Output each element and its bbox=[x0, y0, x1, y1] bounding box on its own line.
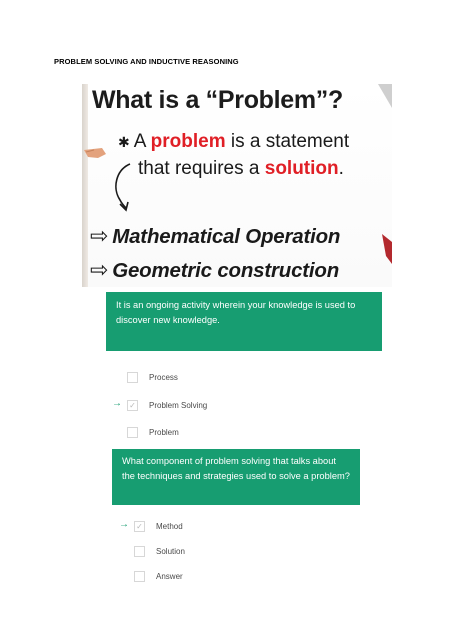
option-solution[interactable] bbox=[134, 543, 185, 559]
option-label: Solution bbox=[156, 546, 185, 556]
checkbox[interactable] bbox=[134, 571, 145, 582]
hollow-arrow-icon: ⇨ bbox=[90, 223, 109, 248]
hollow-arrow-icon: ⇨ bbox=[90, 257, 109, 282]
corner-decoration-icon bbox=[378, 84, 392, 108]
question-card-2: What component of problem solving that talks about the techniques and strategies used to solve a problem? bbox=[112, 449, 360, 505]
checkbox[interactable] bbox=[134, 546, 145, 557]
solution-emphasis: solution bbox=[264, 158, 339, 179]
option-method[interactable] bbox=[134, 518, 183, 534]
option-problem-solving[interactable] bbox=[127, 397, 207, 413]
question-card-1: It is an ongoing activity wherein your knowledge is used to discover new knowledge. bbox=[106, 292, 382, 351]
slide-definition-line-1 bbox=[118, 131, 349, 153]
slide-heading: What is a “Problem”? bbox=[92, 86, 343, 114]
checkbox-checked[interactable] bbox=[127, 400, 138, 411]
slide-definition-line-2 bbox=[138, 158, 344, 180]
check-icon: ✓ bbox=[129, 400, 136, 410]
pencil-decoration-icon bbox=[378, 234, 392, 264]
document-title: PROBLEM SOLVING AND INDUCTIVE REASONING bbox=[54, 57, 239, 66]
line1-prefix: A bbox=[133, 131, 151, 152]
option-label: Problem bbox=[149, 427, 179, 437]
selected-arrow-icon: → bbox=[119, 519, 129, 530]
curved-arrow-icon bbox=[112, 160, 136, 220]
checkbox-checked[interactable] bbox=[134, 521, 145, 532]
problem-emphasis: problem bbox=[150, 131, 226, 152]
checkbox[interactable] bbox=[127, 372, 138, 383]
slide-item-mathematical-operation bbox=[90, 223, 340, 249]
line2-prefix: that requires a bbox=[138, 158, 265, 179]
checkbox[interactable] bbox=[127, 427, 138, 438]
option-label: Answer bbox=[156, 571, 183, 581]
slide-edge-decoration bbox=[82, 84, 88, 287]
option-label: Problem Solving bbox=[149, 400, 208, 410]
asterisk-icon: ✱ bbox=[118, 134, 130, 150]
line2-suffix: . bbox=[338, 158, 344, 179]
option-label: Process bbox=[149, 372, 178, 382]
option-problem[interactable] bbox=[127, 424, 179, 440]
selected-arrow-icon: → bbox=[112, 398, 122, 409]
check-icon: ✓ bbox=[136, 521, 143, 531]
hand-decoration-icon bbox=[82, 140, 108, 164]
slide-image bbox=[82, 84, 392, 287]
option-label: Method bbox=[156, 521, 183, 531]
option-answer[interactable] bbox=[134, 568, 183, 584]
item2-text: Geometric construction bbox=[112, 259, 340, 282]
option-process[interactable] bbox=[127, 369, 178, 385]
item1-text: Mathematical Operation bbox=[112, 225, 341, 248]
line1-suffix: is a statement bbox=[225, 131, 350, 152]
slide-item-geometric-construction bbox=[90, 257, 339, 283]
